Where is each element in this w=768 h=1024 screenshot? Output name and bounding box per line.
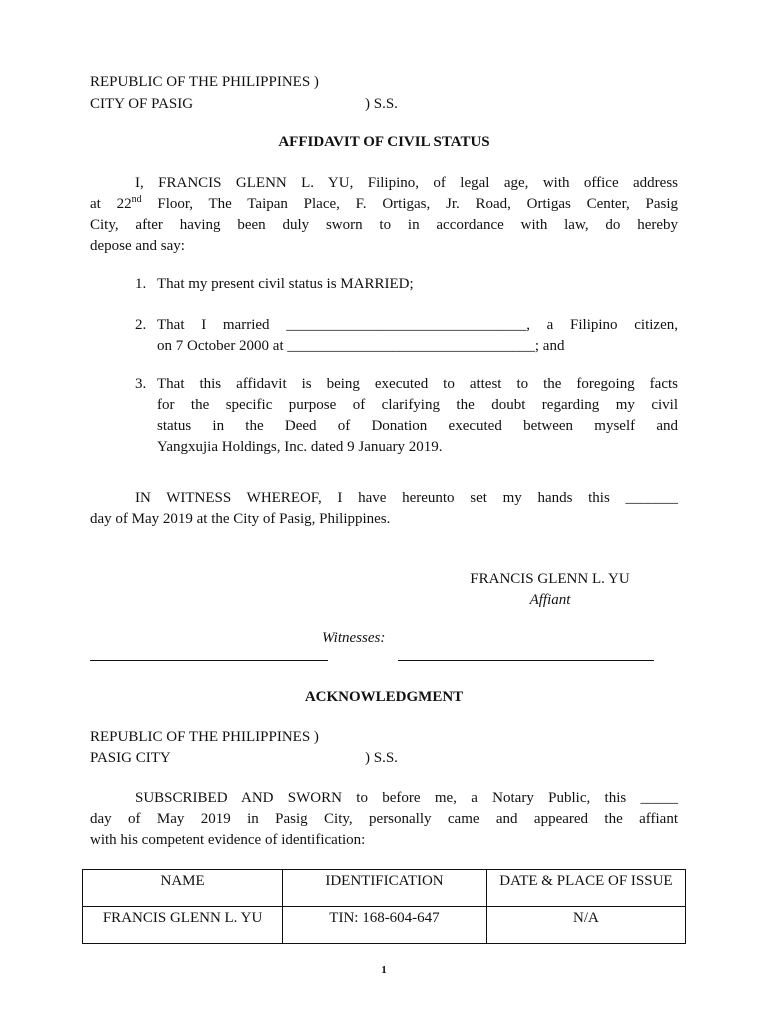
venue-ss: ) S.S.: [365, 96, 398, 112]
table-row: [83, 907, 686, 944]
affiant-name: FRANCIS GLENN L. YU: [470, 571, 630, 587]
ack-venue-city: PASIG CITY: [90, 750, 171, 766]
list-item-number: 2.: [135, 317, 147, 333]
witness-signature-line-1: [90, 660, 328, 661]
affiant-role: Affiant: [529, 592, 571, 608]
witness-paragraph: IN WITNESS WHEREOF, I have hereunto set my hands this _______ day of May 2019 at the City of Pasig, Philippines.: [90, 490, 678, 527]
intro-paragraph: [90, 173, 678, 257]
witnesses-label: Witnesses:: [322, 630, 386, 646]
table-cell-name: FRANCIS GLENN L. YU: [83, 907, 283, 944]
table-cell-identification: TIN: 168-604-647: [283, 907, 487, 944]
list-item-number: 1.: [135, 276, 147, 292]
table-header-row: [83, 870, 686, 907]
ack-venue-ss: ) S.S.: [365, 750, 398, 766]
list-item-2: [0, 315, 768, 359]
list-item-number: 3.: [135, 376, 147, 392]
document-title: AFFIDAVIT OF CIVIL STATUS: [278, 134, 490, 150]
table-header-name: NAME: [83, 870, 283, 907]
identification-table: [82, 869, 686, 944]
list-item-3: [0, 374, 768, 462]
acknowledgment-title: ACKNOWLEDGMENT: [304, 689, 464, 705]
list-item-text: That I married ________________________________, a Filipino citizen, on 7 October 2000 at _________________________________; and: [157, 317, 678, 354]
table-header-identification: IDENTIFICATION: [283, 870, 487, 907]
ack-venue-city-line: [90, 748, 490, 769]
venue-city-line: [90, 94, 490, 115]
ack-venue-republic: REPUBLIC OF THE PHILIPPINES ): [90, 729, 319, 745]
page-number: 1: [381, 964, 387, 976]
intro-line-2: at 22nd Floor, The Taipan Place, F. Ortigas, Jr. Road, Ortigas Center, Pasig: [90, 194, 678, 212]
list-item-text: That my present civil status is MARRIED;: [157, 276, 414, 292]
intro-line-4: depose and say:: [90, 238, 185, 254]
witness-signature-line-2: [398, 660, 654, 661]
intro-line-1: I, FRANCIS GLENN L. YU, Filipino, of legal age, with office address: [135, 175, 678, 191]
acknowledgment-paragraph: SUBSCRIBED AND SWORN to before me, a Notary Public, this _____ day of May 2019 in Pasig City, personally came and appeared the affiant with his competent evidence of identification:: [90, 790, 678, 848]
table-header-date-place: DATE & PLACE OF ISSUE: [486, 870, 685, 907]
table-cell-date-place: N/A: [486, 907, 685, 944]
intro-line-3: City, after having been duly sworn to in accordance with law, do hereby: [90, 217, 678, 233]
venue-city: CITY OF PASIG: [90, 96, 194, 112]
list-item-text: That this affidavit is being executed to attest to the foregoing facts for the specific purpose of clarifying the doubt regarding my civil status in the Deed of Donation executed between myself and Yangxujia Holdings, Inc. dated 9 January 2019.: [157, 376, 678, 455]
venue-republic: REPUBLIC OF THE PHILIPPINES ): [90, 74, 319, 90]
